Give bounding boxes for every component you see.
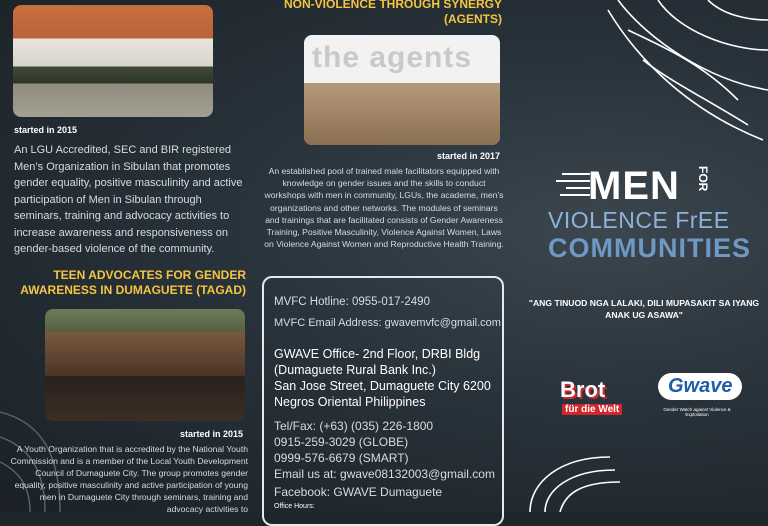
title-men: MEN [588, 164, 680, 208]
group-photo-outdoor [13, 5, 213, 117]
brot-logo-text: Brot [560, 377, 606, 402]
leaf-decoration-icon [598, 0, 768, 150]
workshop-people [304, 83, 500, 145]
office-line-2: (Dumaguete Rural Bank Inc.) [274, 363, 436, 377]
gwave-email-text: Email us at: gwave08132003@gmail.com [274, 467, 495, 481]
started-label-1: started in 2015 [14, 125, 78, 135]
smart-number: 0999-576-6679 (SMART) [274, 451, 409, 465]
tagad-heading: TEEN ADVOCATES FOR GENDER AWARENESS IN DUMAGUETE (TAGAD) [20, 268, 246, 297]
brot-logo-subtext: für die Welt [562, 404, 622, 415]
leaf-decoration-bottom-icon [520, 452, 630, 512]
gwave-logo [654, 369, 738, 421]
office-hours-label: Office Hours: [274, 503, 315, 510]
title-communities: COMMUNITIES [548, 233, 751, 263]
started-label-2: started in 2015 [180, 429, 244, 439]
mvfc-email-text: MVFC Email Address: gwavemvfc@gmail.com [274, 317, 501, 329]
agents-logo: the agents [312, 41, 473, 74]
organization-description-2: A Youth Organization that is accredited by the National Youth Commission and is a member of the Local Youth Development Council of Dumaguete City. The group promotes gender equality, positive masculinity and active participation of young men in Dumaguete City through seminars, training and advocacy activities to [10, 444, 248, 514]
brot-fur-die-welt-logo [560, 377, 638, 421]
gwave-logo-subtext: Gender Watch against Violence & Exploitation [663, 407, 731, 417]
gwave-logo-text: Gwave [658, 373, 742, 400]
title-for: FOR [696, 166, 710, 192]
agents-photo [304, 35, 500, 145]
facebook-text: Facebook: GWAVE Dumaguete [274, 485, 443, 499]
title-violence-free: VIOLENCE FrEE [548, 207, 730, 233]
tel-fax-text: Tel/Fax: (+63) (035) 226-1800 [274, 419, 434, 433]
office-line-1: GWAVE Office- 2nd Floor, DRBI Bldg [274, 347, 481, 361]
agents-heading: NON-VIOLENCE THROUGH SYNERGY (AGENTS) [283, 0, 502, 26]
campaign-quote: "ANG TINUOD NGA LALAKI, DILI MUPASAKIT SA IYANG ANAK UG ASAWA" [528, 298, 760, 320]
agents-description: An established pool of trained male facilitators equipped with knowledge on gender issues and the skills to conduct workshops with men in community, LGUs, the academe, men’s organizations and other networks. The modules of seminars and trainings that are facilitated consists of Gender Awareness Training, Positive Masculinity, Violence Against Women, Laws on Violence Against Women and Reproductive Health Training. [264, 166, 504, 250]
globe-number: 0915-259-3029 (GLOBE) [274, 435, 409, 449]
office-line-3: San Jose Street, Dumaguete City 6200 [274, 379, 491, 393]
organization-description-1: An LGU Accredited, SEC and BIR registered Men’s Organization in Sibulan that promotes gender equality, positive masculinity and active participation of Men in Sibulan through seminars, training and advocacy activities to increase awareness and responsiveness on gender-based violence of the community. [14, 144, 243, 255]
group-photo-balcony [45, 309, 245, 421]
office-line-4: Negros Oriental Philippines [274, 395, 426, 409]
started-label-3: started in 2017 [437, 151, 501, 161]
speed-lines-icon [556, 170, 590, 200]
hotline-text: MVFC Hotline: 0955-017-2490 [274, 296, 430, 308]
